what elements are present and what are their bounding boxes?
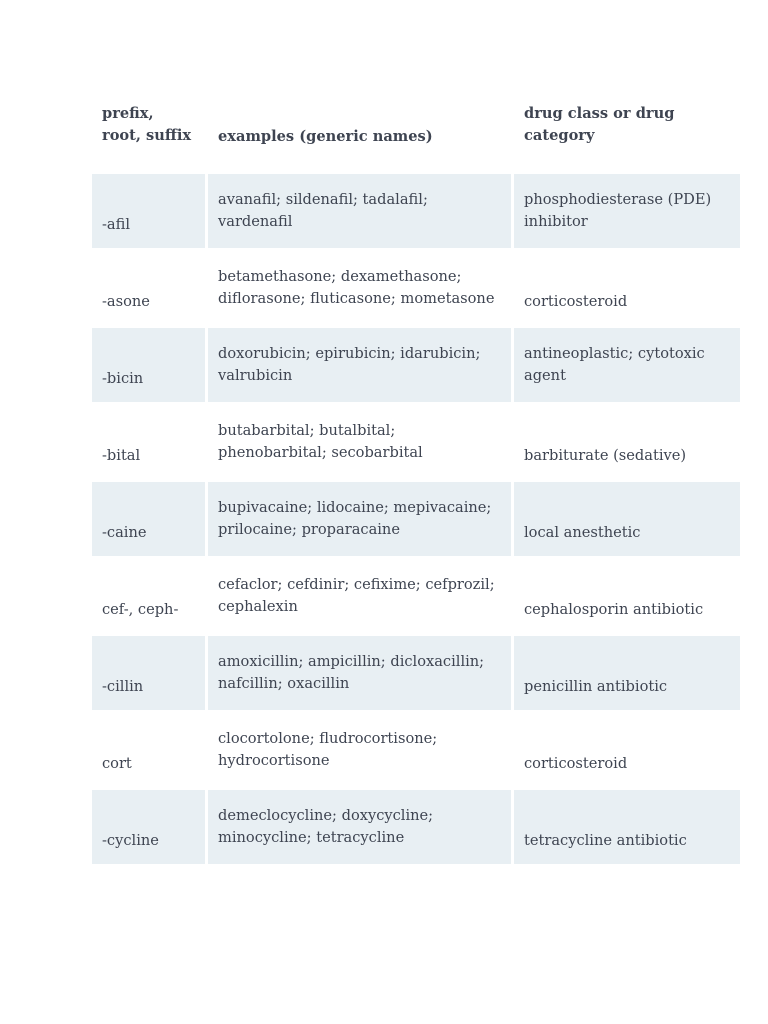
drug-class-cell: antineoplastic; cytotoxic agent [514,328,740,402]
table-row [92,405,740,479]
table-header-row [92,93,740,171]
examples-cell: clocortolone; fludrocortisone; hydrocortisone [218,730,438,769]
drug-class-cell: penicillin antibiotic [514,636,740,710]
drug-class-cell: corticosteroid [524,755,628,772]
table-row [92,636,740,710]
examples-cell: bupivacaine; lidocaine; mepivacaine; prilocaine; proparacaine [208,482,511,556]
drug-class-cell: cephalosporin antibiotic [524,601,704,618]
drug-class-cell: barbiturate (sedative) [524,447,687,464]
table-body [92,174,740,864]
table-row [92,482,740,556]
table-row [92,328,740,402]
table-row [92,251,740,325]
drug-class-cell: local anesthetic [514,482,740,556]
drug-class-cell: corticosteroid [524,293,628,310]
affix-cell: -bital [102,447,141,464]
examples-cell: demeclocycline; doxycycline; minocycline; tetracycline [208,790,511,864]
examples-cell: amoxicillin; ampicillin; dicloxacillin; nafcillin; oxacillin [208,636,511,710]
header-prefix-root-suffix: prefix, root, suffix [102,105,192,144]
drug-class-cell: tetracycline antibiotic [514,790,740,864]
affix-cell: -bicin [92,328,205,402]
affix-cell: cort [102,755,132,772]
table-row [92,790,740,864]
examples-cell: betamethasone; dexamethasone; diflorasone; fluticasone; mometasone [218,268,495,307]
drug-class-cell: phosphodiesterase (PDE) inhibitor [514,174,740,248]
examples-cell: cefaclor; cefdinir; cefixime; cefprozil; cephalexin [218,576,495,615]
affix-cell: -cycline [92,790,205,864]
examples-cell: doxorubicin; epirubicin; idarubicin; valrubicin [208,328,511,402]
examples-cell: avanafil; sildenafil; tadalafil; vardenafil [208,174,511,248]
drug-naming-table [92,93,740,867]
header-examples: examples (generic names) [218,128,433,145]
header-drug-class: drug class or drug category [524,105,675,144]
affix-cell: cef-, ceph- [102,601,179,618]
table-row [92,713,740,787]
table-row [92,174,740,248]
affix-cell: -asone [102,293,150,310]
examples-cell: butabarbital; butalbital; phenobarbital; secobarbital [218,422,423,461]
affix-cell: -afil [92,174,205,248]
table-row [92,559,740,633]
affix-cell: -caine [92,482,205,556]
affix-cell: -cillin [92,636,205,710]
